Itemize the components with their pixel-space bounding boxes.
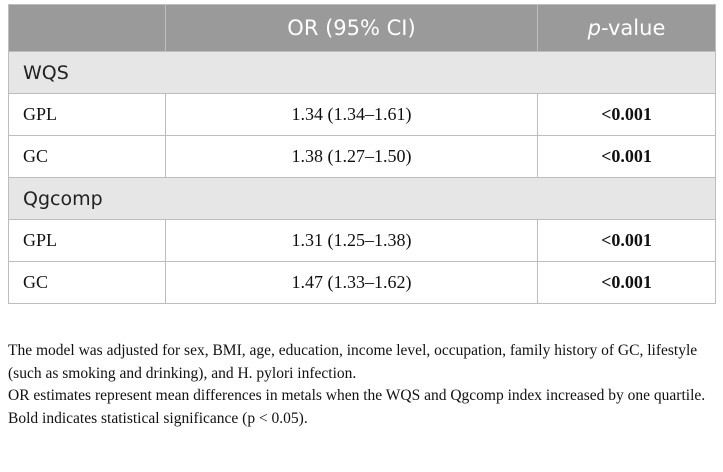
p-value: <0.001	[538, 220, 716, 262]
group-label: WQS	[9, 52, 716, 94]
group-label: Qgcomp	[9, 178, 716, 220]
footnote-bold-significance: Bold indicates statistical significance (p < 0.05).	[8, 409, 308, 427]
p-value: <0.001	[538, 94, 716, 136]
group-row-wqs	[9, 52, 716, 94]
row-label: GC	[9, 136, 166, 178]
header-empty-cell	[9, 5, 166, 52]
footnote-adjustment: The model was adjusted for sex, BMI, age, education, income level, occupation, family history of GC, lifestyle (such as smoking and drinking), and H. pylori infection.	[8, 342, 698, 382]
or-ci-value: 1.34 (1.34–1.61)	[166, 94, 538, 136]
or-ci-value: 1.38 (1.27–1.50)	[166, 136, 538, 178]
row-label: GPL	[9, 220, 166, 262]
row-label: GC	[9, 262, 166, 304]
header-p-suffix: -value	[600, 16, 666, 40]
group-row-qgcomp	[9, 178, 716, 220]
or-ci-value: 1.31 (1.25–1.38)	[166, 220, 538, 262]
header-or-ci: OR (95% CI)	[166, 5, 538, 52]
header-p-italic: p	[587, 16, 601, 40]
or-ci-value: 1.47 (1.33–1.62)	[166, 262, 538, 304]
table-row	[9, 94, 716, 136]
header-p-value	[538, 5, 716, 52]
footnote-or-estimates: OR estimates represent mean differences in metals when the WQS and Qgcomp index increased by one quartile.	[8, 387, 706, 404]
table-footnotes	[8, 340, 718, 430]
p-value: <0.001	[538, 136, 716, 178]
p-value: <0.001	[538, 262, 716, 304]
table-row	[9, 136, 716, 178]
row-label: GPL	[9, 94, 166, 136]
table-row	[9, 262, 716, 304]
results-table	[8, 4, 716, 304]
table-header-row	[9, 5, 716, 52]
table-row	[9, 220, 716, 262]
